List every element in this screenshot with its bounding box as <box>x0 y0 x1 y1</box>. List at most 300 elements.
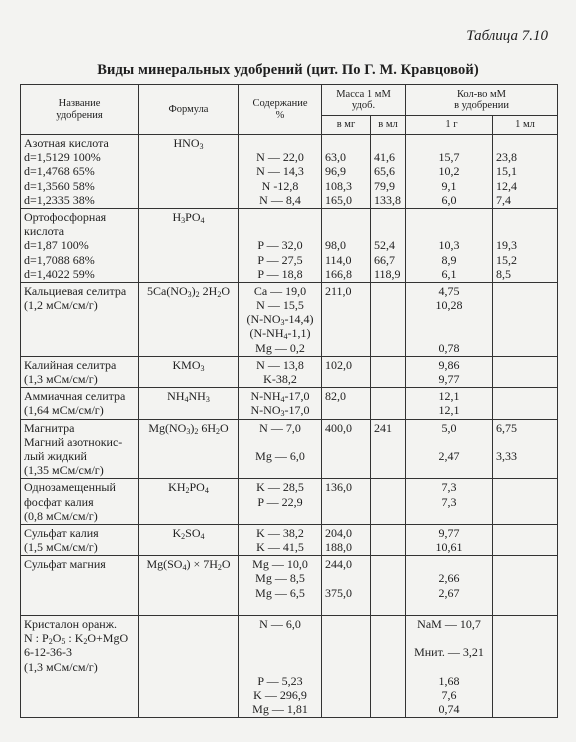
cell-name-line: d=1,87 100% <box>24 238 89 253</box>
cell-name <box>21 135 139 209</box>
cell-content-line <box>242 210 318 224</box>
cell-mass-ml-line: 65,6 <box>374 164 395 179</box>
cell-name-line <box>24 312 135 326</box>
table-row <box>21 479 558 525</box>
cell-mass-mg-line <box>325 298 367 312</box>
cell-qty-1ml-line <box>496 495 554 509</box>
cell-qty-1g-line <box>409 631 489 645</box>
cell-content-line: K — 41,5 <box>256 540 304 555</box>
cell-name-line: Сульфат калия <box>24 525 99 540</box>
cell-content-line <box>242 631 318 645</box>
cell-content-line: $N-NO_3-17,0$ <box>250 403 310 419</box>
cell-qty-1g-line: 9,77 <box>438 372 460 386</box>
cell-content-line: N — 8,4 <box>259 192 301 207</box>
cell-mass-ml-line: 52,4 <box>374 238 395 253</box>
cell-qty-1ml-line <box>496 312 554 326</box>
cell-qty-1ml-line <box>496 403 554 417</box>
cell-mass-mg-line <box>325 312 367 326</box>
cell-name <box>21 479 139 525</box>
cell-mass-ml <box>371 208 406 282</box>
cell-qty-1g-line <box>409 509 489 523</box>
cell-content-line: Mg — 8,5 <box>255 571 305 586</box>
cell-qty-1g-line: 15,7 <box>438 150 460 165</box>
cell-mass-ml-line: 41,6 <box>374 150 395 165</box>
cell-qty-1g <box>406 524 493 555</box>
cell-qty-1ml-line <box>496 660 554 674</box>
cell-name-line: Магний азотнокис- <box>24 434 123 449</box>
cell-name-line <box>24 586 135 600</box>
cell-name-line: Сульфат магния <box>24 557 106 572</box>
cell-qty-1g-line: 4,75 <box>438 283 460 298</box>
cell-name <box>21 356 139 387</box>
cell-mass-mg-line: 136,0 <box>325 480 352 495</box>
cell-qty-1ml-line <box>496 600 554 614</box>
cell-qty-1g-line <box>409 463 489 477</box>
cell-content-line: Mg — 6,5 <box>255 585 305 600</box>
cell-mass-mg-line <box>325 136 367 150</box>
cell-qty-1g <box>406 282 493 356</box>
cell-qty-1g <box>406 356 493 387</box>
header-content-line: % <box>275 109 285 121</box>
cell-mass-mg-line: 165,0 <box>325 192 352 207</box>
cell-mass-ml-line <box>374 660 402 674</box>
cell-content-line: N — 7,0 <box>259 420 301 435</box>
table-row <box>21 616 558 718</box>
cell-mass-ml <box>371 616 406 718</box>
header-qty <box>406 85 558 116</box>
cell-mass-ml <box>371 282 406 356</box>
cell-mass-ml <box>371 556 406 616</box>
cell-qty-1g-line <box>409 435 489 449</box>
fertilizer-table <box>20 84 558 718</box>
cell-formula <box>139 282 239 356</box>
cell-qty-1g-line: 10,28 <box>435 298 463 313</box>
cell-qty-1ml-line <box>496 631 554 645</box>
cell-content-line: P — 5,23 <box>257 673 303 688</box>
cell-mass-mg-line: 96,9 <box>325 164 346 179</box>
cell-mass-ml <box>371 524 406 555</box>
cell-content-line: Mg — 6,0 <box>255 448 305 463</box>
cell-mass-mg-line <box>325 495 367 509</box>
cell-mass-mg-line <box>325 435 367 449</box>
cell-qty-1g <box>406 135 493 209</box>
cell-qty-1g-line: 1,68 <box>438 673 460 688</box>
cell-content-line: Mg — 0,2 <box>255 340 305 355</box>
cell-qty-1ml-line <box>496 326 554 340</box>
cell-mass-ml-line <box>374 586 402 600</box>
table-row <box>21 419 558 479</box>
cell-name-line: d=1,4768 65% <box>24 164 95 179</box>
cell-qty-1ml <box>493 356 558 387</box>
cell-qty-1g-line: 9,1 <box>441 178 457 193</box>
cell-mass-ml-line <box>374 341 402 355</box>
cell-qty-1ml <box>493 388 558 419</box>
cell-qty-1ml <box>493 616 558 718</box>
cell-qty-1g-line <box>409 660 489 674</box>
cell-content-line: N — 13,8 <box>256 357 304 372</box>
cell-name-line <box>24 702 135 716</box>
cell-mass-mg-line <box>325 702 367 716</box>
cell-formula <box>139 208 239 282</box>
cell-qty-1ml-line <box>496 435 554 449</box>
cell-qty-1g <box>406 556 493 616</box>
cell-qty-1g-line: 6,1 <box>441 266 457 281</box>
cell-mass-mg-line: 114,0 <box>325 252 352 267</box>
cell-mass-mg <box>322 208 371 282</box>
table-row <box>21 356 558 387</box>
cell-mass-ml <box>371 356 406 387</box>
cell-qty-1ml-line: 8,5 <box>496 266 511 281</box>
header-qty-line: Кол-во мМ <box>456 88 507 100</box>
cell-content-line: Mg — 10,0 <box>252 557 308 572</box>
cell-qty-1g-line: 7,3 <box>441 494 457 509</box>
cell-mass-mg <box>322 419 371 479</box>
cell-formula-line: $KH_2PO_4$ <box>168 480 209 496</box>
cell-qty-1ml-line: 7,4 <box>496 192 511 207</box>
cell-qty-1g-line: NaM — 10,7 <box>417 617 481 631</box>
cell-qty-1g-line: 9,86 <box>438 357 460 372</box>
cell-qty-1g-line: 6,0 <box>441 192 457 207</box>
cell-qty-1ml <box>493 524 558 555</box>
cell-mass-mg <box>322 356 371 387</box>
cell-mass-ml-line <box>374 312 402 326</box>
cell-content-line: P — 32,0 <box>257 238 303 253</box>
cell-mass-mg-line <box>325 688 367 702</box>
cell-qty-1ml-line <box>496 674 554 688</box>
cell-name-line: Магнитра <box>24 420 75 435</box>
cell-mass-ml <box>371 479 406 525</box>
cell-qty-1ml-line <box>496 341 554 355</box>
cell-mass-ml-line <box>374 284 402 298</box>
header-formula-label: Формула <box>168 103 209 115</box>
header-content <box>239 85 322 135</box>
cell-mass-mg-line <box>325 403 367 417</box>
cell-name-line: фосфат калия <box>24 494 94 509</box>
cell-name-line: кислота <box>24 224 65 239</box>
cell-qty-1ml <box>493 419 558 479</box>
cell-name-line: d=1,2335 38% <box>24 192 95 207</box>
cell-content-line <box>242 463 318 477</box>
cell-qty-1ml-line: 3,33 <box>496 448 517 463</box>
header-mass-line: удоб. <box>351 100 376 111</box>
cell-content-line: P — 22,9 <box>257 494 303 509</box>
cell-mass-ml-line <box>374 389 402 403</box>
cell-mass-mg-line: 108,3 <box>325 178 352 193</box>
cell-formula-line: $KMO_3$ <box>172 357 205 373</box>
cell-formula-line: $HNO_3$ <box>173 136 204 151</box>
cell-mass-mg <box>322 479 371 525</box>
cell-content <box>239 388 322 419</box>
cell-mass-ml-line <box>374 463 402 477</box>
cell-mass-mg <box>322 556 371 616</box>
cell-content <box>239 282 322 356</box>
cell-qty-1ml-line <box>496 688 554 702</box>
cell-qty-1ml <box>493 556 558 616</box>
cell-mass-mg-line: 98,0 <box>325 238 346 253</box>
header-qty-line: в удобрении <box>454 100 509 111</box>
cell-mass-ml-line <box>374 702 402 716</box>
table-row <box>21 208 558 282</box>
cell-name-line: (1,3 мСм/см/г) <box>24 659 98 674</box>
cell-name <box>21 419 139 479</box>
table-title: Виды минеральных удобрений (цит. По Г. М. Кравцовой) <box>97 62 479 78</box>
cell-name <box>21 616 139 718</box>
cell-qty-1g-line: Мнит. — 3,21 <box>414 645 484 660</box>
cell-qty-1g <box>406 616 493 718</box>
cell-formula <box>139 616 239 718</box>
cell-mass-ml-line <box>374 435 402 449</box>
cell-mass-ml-line: 118,9 <box>374 266 401 281</box>
cell-name-line: (1,35 мСм/см/г) <box>24 463 104 478</box>
cell-qty-1ml-line <box>496 136 554 150</box>
cell-mass-ml-line <box>374 557 402 571</box>
cell-qty-1ml-line <box>496 389 554 403</box>
cell-content-line: P — 18,8 <box>257 266 303 281</box>
cell-qty-1g-line: 2,47 <box>438 448 460 463</box>
cell-content-line: K-38,2 <box>263 372 297 386</box>
cell-mass-ml-line <box>374 298 402 312</box>
cell-qty-1g-line: 8,9 <box>441 252 457 267</box>
table-row <box>21 135 558 209</box>
cell-qty-1g-line: 12,1 <box>438 389 460 404</box>
cell-name-line: (1,64 мСм/см/г) <box>24 403 104 418</box>
cell-content-line <box>242 600 318 614</box>
cell-content <box>239 616 322 718</box>
cell-name <box>21 388 139 419</box>
cell-name-line <box>24 341 135 355</box>
cell-mass-mg-line: 244,0 <box>325 557 352 572</box>
table-row <box>21 282 558 356</box>
table-number: Таблица 7.10 <box>466 28 548 44</box>
cell-formula-line: $H_3PO_4$ <box>172 209 205 225</box>
cell-qty-1ml-line: 12,4 <box>496 178 517 193</box>
cell-qty-1g-line <box>409 312 489 326</box>
cell-mass-mg-line <box>325 341 367 355</box>
cell-mass-mg-line <box>325 449 367 463</box>
cell-qty-1ml-line <box>496 210 554 224</box>
cell-mass-mg-line: 204,0 <box>325 525 352 540</box>
cell-mass-mg-line <box>325 372 367 386</box>
cell-qty-1ml-line <box>496 540 554 554</box>
cell-qty-1ml-line <box>496 358 554 372</box>
cell-qty-1g <box>406 479 493 525</box>
cell-name-line: N : $P_2O_5$ : $K_2O+MgO$ <box>24 631 129 647</box>
cell-content-line: $(N-NO_3-14,4)$ <box>246 312 314 328</box>
cell-mass-ml-line <box>374 403 402 417</box>
cell-name-line: Кальциевая селитра <box>24 283 127 298</box>
cell-mass-ml <box>371 419 406 479</box>
header-name-line: Название <box>58 98 101 109</box>
cell-mass-mg-line <box>325 645 367 659</box>
header-name <box>21 85 139 135</box>
cell-qty-1g-line: 9,77 <box>438 525 460 540</box>
cell-qty-1ml-line: 23,8 <box>496 150 517 165</box>
cell-mass-ml-line <box>374 600 402 614</box>
cell-content <box>239 135 322 209</box>
cell-content-line <box>242 509 318 523</box>
cell-qty-1g <box>406 388 493 419</box>
cell-mass-mg <box>322 282 371 356</box>
cell-qty-1g-line: 7,3 <box>441 480 457 495</box>
cell-name-line <box>24 688 135 702</box>
cell-name <box>21 556 139 616</box>
cell-qty-1ml-line <box>496 645 554 659</box>
cell-mass-ml <box>371 388 406 419</box>
cell-formula <box>139 388 239 419</box>
cell-name-line: Калийная селитра <box>24 357 117 372</box>
header-name-line: удобрения <box>56 109 103 121</box>
cell-mass-mg <box>322 524 371 555</box>
cell-mass-mg-line <box>325 463 367 477</box>
cell-content-line: $(N-NH_4-1,1)$ <box>249 326 311 342</box>
cell-mass-mg-line <box>325 600 367 614</box>
cell-mass-ml-line <box>374 645 402 659</box>
cell-mass-mg <box>322 135 371 209</box>
table-row <box>21 388 558 419</box>
cell-name <box>21 208 139 282</box>
header-mass-mg: в мг <box>322 116 371 135</box>
cell-qty-1g-line: 10,3 <box>438 238 460 253</box>
cell-name-line: d=1,4022 59% <box>24 266 95 281</box>
cell-formula <box>139 479 239 525</box>
cell-content <box>239 419 322 479</box>
cell-mass-ml-line <box>374 358 402 372</box>
cell-mass-ml-line: 79,9 <box>374 178 395 193</box>
cell-name-line: (0,8 мСм/см/г) <box>24 508 98 523</box>
cell-formula-line: $Mg(SO_4) \times 7H_2O$ <box>146 557 231 573</box>
cell-content-line <box>242 435 318 449</box>
cell-content-line: K — 296,9 <box>253 687 307 702</box>
header-mass <box>322 85 406 116</box>
cell-mass-mg <box>322 388 371 419</box>
cell-name-line: 6-12-36-3 <box>24 645 72 660</box>
cell-mass-ml-line <box>374 509 402 523</box>
cell-content-line <box>242 224 318 238</box>
cell-content-line: K — 28,5 <box>256 480 304 495</box>
cell-qty-1ml-line <box>496 509 554 523</box>
cell-qty-1g-line <box>409 224 489 238</box>
cell-formula <box>139 524 239 555</box>
header-mass-ml: в мл <box>371 116 406 135</box>
cell-qty-1g-line <box>409 326 489 340</box>
cell-name-line: Аммиачная селитра <box>24 389 126 404</box>
cell-formula-line <box>142 617 235 631</box>
cell-content-line: P — 27,5 <box>257 252 303 267</box>
cell-name-line: Кристалон оранж. <box>24 617 118 631</box>
cell-qty-1ml-line <box>496 298 554 312</box>
cell-qty-1ml <box>493 208 558 282</box>
cell-qty-1g-line <box>409 600 489 614</box>
cell-qty-1g-line: 0,78 <box>438 340 460 355</box>
cell-mass-mg-line: 63,0 <box>325 150 346 165</box>
cell-qty-1g-line: 2,66 <box>438 571 460 586</box>
cell-mass-ml-line <box>374 674 402 688</box>
cell-mass-ml-line: 133,8 <box>374 192 401 207</box>
cell-mass-mg-line <box>325 224 367 238</box>
cell-content-line <box>242 136 318 150</box>
cell-qty-1ml-line <box>496 617 554 631</box>
cell-content <box>239 524 322 555</box>
cell-mass-ml-line <box>374 571 402 585</box>
cell-qty-1ml-line <box>496 557 554 571</box>
cell-mass-mg-line: 375,0 <box>325 585 352 600</box>
cell-formula <box>139 419 239 479</box>
cell-qty-1g-line: 5,0 <box>441 420 457 435</box>
cell-mass-ml-line <box>374 495 402 509</box>
cell-mass-ml <box>371 135 406 209</box>
cell-mass-mg-line <box>325 326 367 340</box>
cell-mass-mg-line <box>325 674 367 688</box>
cell-mass-ml-line: 241 <box>374 420 392 435</box>
cell-mass-ml-line <box>374 372 402 386</box>
cell-mass-mg-line <box>325 509 367 523</box>
table-body <box>21 135 558 718</box>
cell-qty-1ml-line <box>496 224 554 238</box>
header-qty-1g: 1 г <box>406 116 493 135</box>
cell-qty-1ml-line <box>496 702 554 716</box>
cell-formula <box>139 356 239 387</box>
cell-formula <box>139 556 239 616</box>
cell-name-line: (1,2 мСм/см/г) <box>24 298 98 313</box>
cell-qty-1g <box>406 419 493 479</box>
cell-qty-1g-line: 10,2 <box>438 164 460 179</box>
cell-content-line: N — 15,5 <box>256 298 304 313</box>
cell-mass-ml-line <box>374 688 402 702</box>
cell-name-line: d=1,7088 68% <box>24 252 95 267</box>
cell-mass-mg-line <box>325 631 367 645</box>
cell-mass-ml-line: 66,7 <box>374 252 395 267</box>
cell-content <box>239 479 322 525</box>
cell-mass-mg-line: 166,8 <box>325 266 352 281</box>
cell-qty-1ml-line <box>496 463 554 477</box>
cell-qty-1ml-line: 15,1 <box>496 164 517 179</box>
cell-mass-ml-line <box>374 480 402 494</box>
cell-name-line: Однозамещенный <box>24 480 116 495</box>
cell-mass-mg-line: 82,0 <box>325 389 346 404</box>
cell-qty-1ml-line: 15,2 <box>496 252 517 267</box>
cell-mass-mg-line <box>325 210 367 224</box>
header-qty-1ml: 1 мл <box>493 116 558 135</box>
cell-qty-1ml <box>493 479 558 525</box>
cell-mass-ml-line <box>374 617 402 631</box>
cell-qty-1ml <box>493 135 558 209</box>
cell-mass-ml-line <box>374 224 402 238</box>
cell-content-line <box>242 645 318 659</box>
cell-mass-ml-line <box>374 631 402 645</box>
cell-name <box>21 282 139 356</box>
cell-content-line: N — 22,0 <box>256 150 304 165</box>
cell-content-line: K — 38,2 <box>256 525 304 540</box>
header-formula <box>139 85 239 135</box>
cell-mass-ml-line <box>374 540 402 554</box>
table-row <box>21 556 558 616</box>
cell-mass-mg-line <box>325 571 367 585</box>
cell-qty-1ml-line <box>496 526 554 540</box>
cell-mass-ml-line <box>374 449 402 463</box>
cell-content <box>239 356 322 387</box>
cell-qty-1g-line: 12,1 <box>438 403 460 418</box>
cell-content <box>239 556 322 616</box>
cell-qty-1g-line <box>409 210 489 224</box>
cell-content-line: N -12,8 <box>261 178 299 193</box>
cell-formula-line: $5Ca(NO_3)_2$ $2H_2O$ <box>146 283 230 299</box>
cell-qty-1ml <box>493 282 558 356</box>
cell-formula-line: $Mg(NO_3)_2$ $6H_2O$ <box>148 420 229 436</box>
cell-mass-mg-line <box>325 617 367 631</box>
cell-content <box>239 208 322 282</box>
cell-qty-1ml-line <box>496 284 554 298</box>
cell-name-line: (1,3 мСм/см/г) <box>24 372 98 386</box>
